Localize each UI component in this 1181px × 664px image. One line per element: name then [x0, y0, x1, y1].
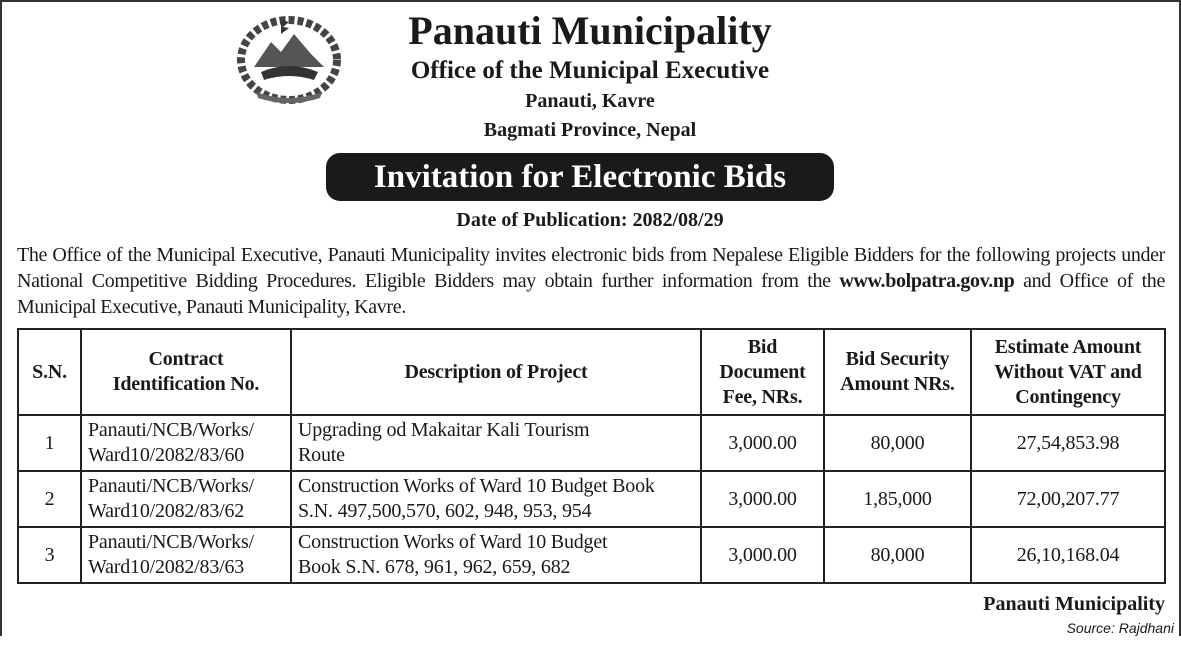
intro-text: The Office of the Municipal Executive, Panauti Municipality invites electronic bids from Nepalese Eligible Bidders for the following projects under National Competitive Bidding Procedures. Eligible Bidders may obtain further information from the [17, 244, 1165, 292]
cell-bid-fee: 3,000.00 [701, 471, 824, 527]
office-title: Office of the Municipal Executive [410, 57, 770, 84]
cell-estimate: 26,10,168.04 [971, 527, 1165, 583]
table-row [18, 415, 1165, 471]
notice-body [17, 242, 1174, 637]
cell-sn: 1 [18, 415, 81, 471]
header-estimate: Estimate Amount Without VAT and Contingency [971, 329, 1165, 415]
cell-description: Upgrading od Makaitar Kali Tourism Route [291, 415, 701, 471]
table-row [18, 527, 1165, 583]
table-row [18, 471, 1165, 527]
cell-description: Construction Works of Ward 10 Budget Book S.N. 678, 961, 962, 659, 682 [291, 527, 701, 583]
header-bid-security: Bid Security Amount NRs. [824, 329, 971, 415]
cell-bid-fee: 3,000.00 [701, 415, 824, 471]
cell-contract-id: Panauti/NCB/Works/ Ward10/2082/83/60 [81, 415, 291, 471]
cell-bid-fee: 3,000.00 [701, 527, 824, 583]
bolpatra-link[interactable]: www.bolpatra.gov.np [839, 270, 1015, 292]
location: Panauti, Kavre [525, 90, 655, 112]
municipality-title: Panauti Municipality [408, 8, 772, 53]
cell-contract-id: Panauti/NCB/Works/ Ward10/2082/83/62 [81, 471, 291, 527]
intro-paragraph [17, 242, 1165, 320]
header-contract-id: Contract Identification No. [81, 329, 291, 415]
cell-description: Construction Works of Ward 10 Budget Book S.N. 497,500,570, 602, 948, 953, 954 [291, 471, 701, 527]
bids-table [17, 328, 1166, 584]
header-bid-fee: Bid Document Fee, NRs. [701, 329, 824, 415]
table-header-row [18, 329, 1165, 415]
cell-contract-id: Panauti/NCB/Works/ Ward10/2082/83/63 [81, 527, 291, 583]
source-credit: Source: Rajdhani [1066, 620, 1174, 636]
notice-banner: Invitation for Electronic Bids [326, 153, 834, 201]
cell-sn: 3 [18, 527, 81, 583]
nepal-emblem-logo [236, 12, 342, 104]
intro-text-end: and Office of the Municipal Executive, Panauti Municipality, Kavre. [17, 270, 1165, 318]
cell-bid-security: 80,000 [824, 527, 971, 583]
header-description: Description of Project [291, 329, 701, 415]
cell-bid-security: 80,000 [824, 415, 971, 471]
header-sn: S.N. [18, 329, 81, 415]
cell-bid-security: 1,85,000 [824, 471, 971, 527]
province: Bagmati Province, Nepal [483, 119, 697, 141]
signature: Panauti Municipality [983, 593, 1165, 615]
publication-date: Date of Publication: 2082/08/29 [456, 209, 724, 231]
cell-estimate: 27,54,853.98 [971, 415, 1165, 471]
cell-sn: 2 [18, 471, 81, 527]
cell-estimate: 72,00,207.77 [971, 471, 1165, 527]
